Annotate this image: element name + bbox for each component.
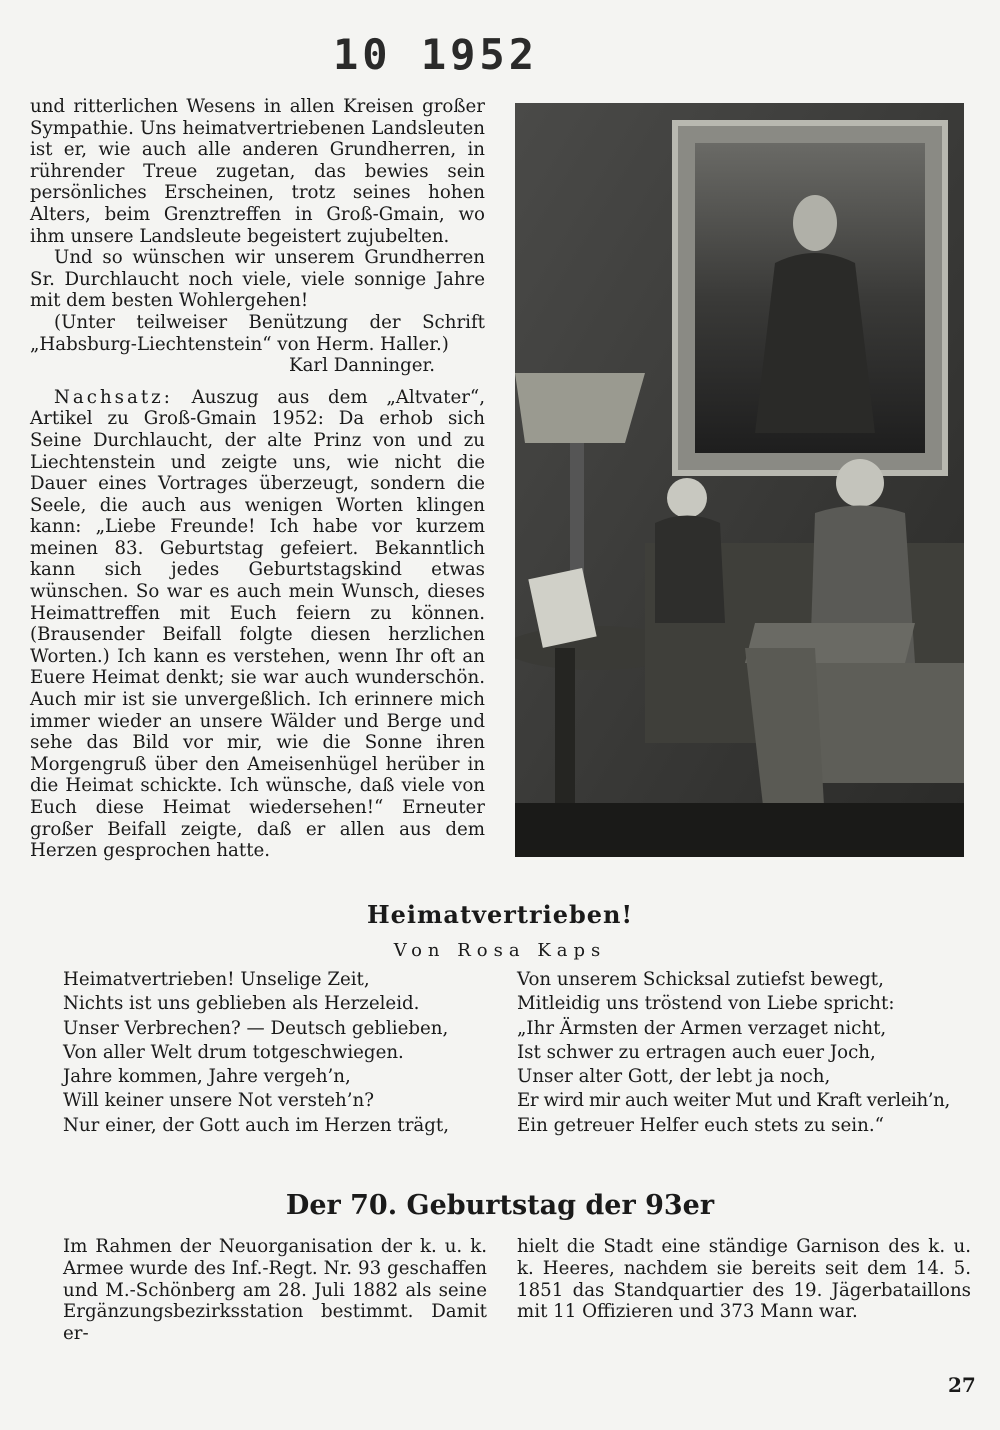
poem-line: „Ihr Ärmsten der Armen verzaget nicht, [517, 1017, 887, 1039]
poem-line: Jahre kommen, Jahre vergeh’n, [63, 1066, 351, 1088]
poem-line: Unser Verbrechen? — Deutsch geblieben, [63, 1017, 449, 1039]
poem-line: Nur einer, der Gott auch im Herzen trägt, [63, 1114, 449, 1136]
date-stamp: 10 1952 [333, 30, 539, 79]
poem-line: Von unserem Schicksal zutiefst bewegt, [517, 969, 884, 990]
poem-column-right [517, 968, 957, 1138]
postscript [30, 387, 485, 862]
poem-line: Ein getreuer Helfer euch stets zu sein.“ [517, 1114, 884, 1136]
poem-line: Von aller Welt drum totgeschwiegen. [63, 1041, 404, 1063]
postscript-text: Auszug aus dem „Altvater“, Artikel zu Groß-Gmain 1952: Da erhob sich Seine Durchlaucht, der alte Prinz von und zu Liechtenstein und zeigte uns, wie nicht die Dauer eines Vortrages überzeugt, sondern die Seele, die auch aus wenigen Worten klingen kann: „Liebe Freunde! Ich habe vor kurzem meinen 83. Geburtstag gefeiert. Bekanntlich kann sich jedes Geburtstagskind etwas wünschen. So war es auch mein Wunsch, dieses Heimattreffen mit Euch feiern zu können. (Brausender Beifall folgte diesen herzlichen Worten.) Ich kann es verstehen, wenn Ihr oft an Euere Heimat denkt; sie war auch wunderschön. Auch mir ist sie unvergeßlich. Ich erinnere mich immer wieder an unsere Wälder und Berge und sehe das Bild vor mir, wie die Sonne ihren Morgengruß über den Ameisenhügel herüber in die Heimat schickte. Ich wünsche, daß viele von Euch diese Heimat wiedersehen!“ Erneuter großer Beifall zeigte, daß er allen aus dem Herzen gesprochen hatte. [30, 386, 485, 862]
article-column-right: hielt die Stadt eine ständige Garnison des k. u. k. Heeres, nachdem sie bereits seit dem 14. 5. 1851 das Standquartier des 19. Jägerbataillons mit 11 Offizieren und 373 Mann war. [517, 1236, 971, 1323]
article-column-left: Im Rahmen der Neuorganisation der k. u. k. Armee wurde des Inf.-Regt. Nr. 93 geschaffen und M.-Schönberg am 28. Juli 1882 als seine Ergänzungsbezirksstation bestimmt. Damit er- [63, 1236, 487, 1345]
paragraph: Und so wünschen wir unserem Grundherren Sr. Durchlaucht noch viele, viele sonnige Jahre mit dem besten Wohlergehen! [30, 247, 485, 312]
poem-line: Er wird mir auch weiter Mut und Kraft verleih’n, [517, 1090, 950, 1112]
poem-title: Heimatvertrieben! [366, 900, 634, 929]
poem-column-left [63, 968, 483, 1138]
author-signature: Karl Danninger. [289, 355, 435, 377]
photo-illustration [515, 103, 964, 857]
paragraph: und ritterlichen Wesens in allen Kreisen großer Sympathie. Uns heimatvertriebenen Landsleuten ist er, wie auch alle anderen Grundherren, in rührender Treue zugetan, das bewies sein persönliches Erscheinen, trotz seines hohen Alters, beim Grenztreffen in Groß-Gmain, wo ihm unsere Landsleute begeistert zujubelten. [30, 96, 485, 247]
poem-line: Unser alter Gott, der lebt ja noch, [517, 1066, 831, 1088]
left-text-column [30, 96, 485, 862]
poem-line: Will keiner unsere Not versteh’n? [63, 1090, 374, 1112]
photo-prince-interior [515, 103, 964, 857]
citation: (Unter teilweiser Benützung der Schrift „Habsburg-Liechtenstein“ von Herm. Haller.) [30, 311, 485, 355]
poem-author: Von Rosa Kaps [393, 940, 607, 961]
poem-line: Mitleidig uns tröstend von Liebe spricht: [517, 993, 895, 1015]
postscript-label: Nachsatz: [54, 386, 173, 408]
page-number: 27 [948, 1373, 976, 1397]
poem-line: Heimatvertrieben! Unselige Zeit, [63, 969, 370, 990]
article-title: Der 70. Geburtstag der 93er [285, 1190, 715, 1221]
poem-line: Nichts ist uns geblieben als Herzeleid. [63, 993, 420, 1015]
poem-line: Ist schwer zu ertragen auch euer Joch, [517, 1041, 876, 1063]
